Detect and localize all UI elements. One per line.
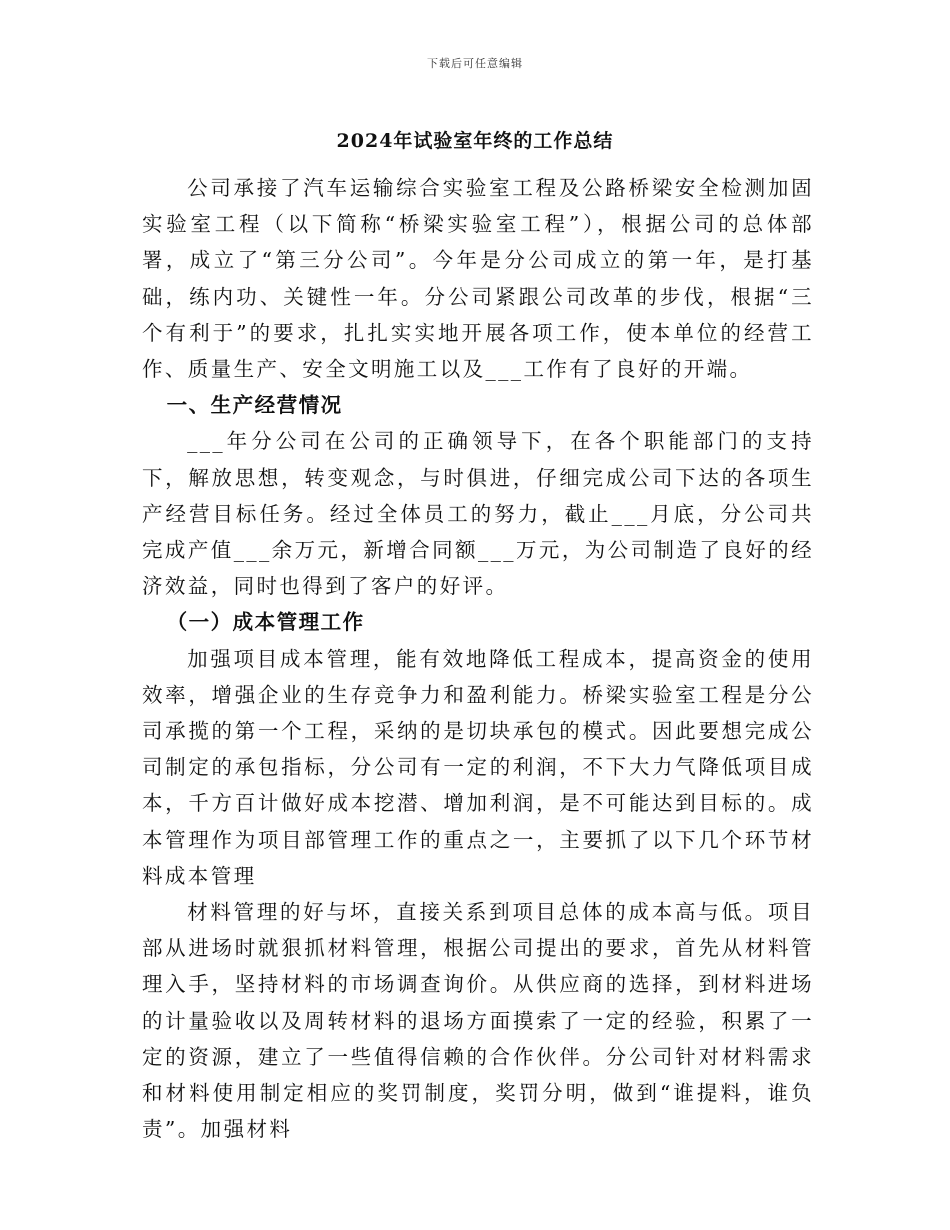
section-heading-production: 一、生产经营情况	[166, 393, 343, 418]
cost-paragraph-1: 加强项目成本管理，能有效地降低工程成本，提高资金的使用效率，增强企业的生存竞争力和盈利能力。桥梁实验室工程是分公司承揽的第一个工程，采纳的是切块承包的模式。因此要想完成公司制定的承包指标，分公司有一定的利润，不下大力气降低项目成本，千方百计做好成本挖潜、增加利润，是不可能达到目标的。成本管理作为项目部管理工作的重点之一，主要抓了以下几个环节材料成本管理	[142, 646, 814, 888]
production-paragraph: ___年分公司在公司的正确领导下，在各个职能部门的支持下，解放思想，转变观念，与时俱进，仔细完成公司下达的各项生产经营目标任务。经过全体员工的努力，截止___月底，分公司共完成产值___余万元，新增合同额___万元，为公司制造了良好的经济效益，同时也得到了客户的好评。	[142, 429, 814, 599]
document-title: 2024年试验室年终的工作总结	[336, 130, 614, 152]
document-body	[142, 170, 814, 1147]
page-header-note: 下载后可任意编辑	[427, 57, 523, 70]
cost-paragraph-2: 材料管理的好与坏，直接关系到项目总体的成本高与低。项目部从进场时就狠抓材料管理，根据公司提出的要求，首先从材料管理入手，坚持材料的市场调查询价。从供应商的选择，到材料进场的计量验收以及周转材料的退场方面摸索了一定的经验，积累了一定的资源，建立了一些值得信赖的合作伙伴。分公司针对材料需求和材料使用制定相应的奖罚制度，奖罚分明，做到“谁提料，谁负责”。加强材料	[142, 900, 814, 1142]
intro-paragraph: 公司承接了汽车运输综合实验室工程及公路桥梁安全检测加固实验室工程（以下简称“桥梁实验室工程”），根据公司的总体部署，成立了“第三分公司”。今年是分公司成立的第一年，是打基础，练内功、关键性一年。分公司紧跟公司改革的步伐，根据“三个有利于”的要求，扎扎实实地开展各项工作，使本单位的经营工作、质量生产、安全文明施工以及___工作有了良好的开端。	[142, 176, 814, 382]
subsection-heading-cost: （一）成本管理工作	[166, 610, 365, 635]
